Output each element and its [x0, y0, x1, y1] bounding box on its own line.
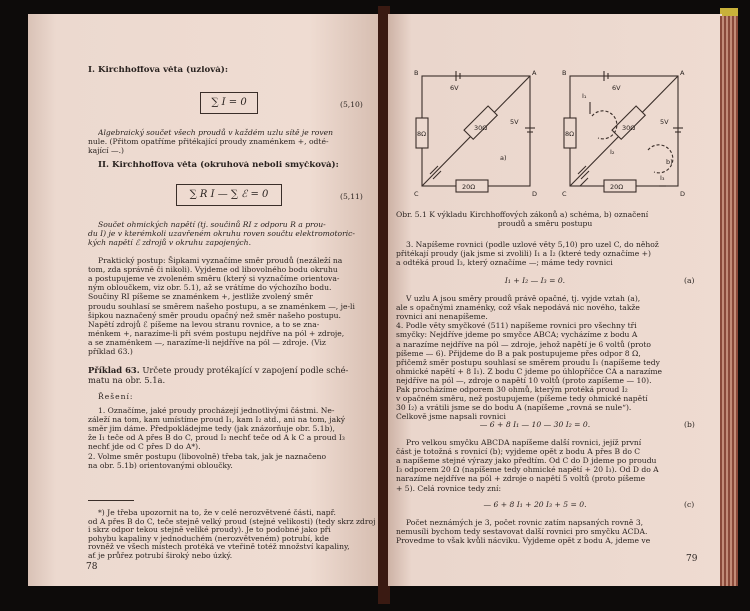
formula-loop-law: ∑ R I — ∑ ℰ = 0: [176, 184, 282, 206]
text-line: Praktický postup: Šipkami vyznačíme směr proudů (nezáleží na: [98, 256, 343, 265]
text-line: ným obloučkem, viz obr. 5.1), až se vrátíme do výchozího bodu.: [88, 283, 332, 293]
solution-label: Řešení:: [98, 392, 134, 401]
equation-label-c: (c): [684, 500, 695, 509]
text-line: část je totožná s rovnicí (b); vyjdeme opět z bodu A přes B do C: [396, 447, 641, 457]
text-line: píšeme — 6). Přijdeme do B a pak postupujeme přes odpor 8 Ω,: [396, 348, 641, 358]
text-line: 3. Napíšeme rovnici (podle uzlové věty 5,10) pro uzel C, do něhož: [406, 240, 659, 249]
text-line: rovnici ani nenapíšeme.: [396, 312, 488, 322]
equation-c: — 6 + 8 I₁ + 20 I₃ + 5 = 0.: [483, 500, 587, 509]
example-text: Určete proudy protékající v zapojení podle sché-: [139, 366, 349, 375]
page-number-right: 79: [686, 554, 698, 564]
equation-a: I₁ + I₂ — I₃ = 0.: [504, 276, 566, 285]
text-line: pohybu kapaliny v jednoduchém (nerozvětveném) potrubí, kde: [88, 533, 329, 543]
text-line: smyčky: Nejdříve jdeme po smyčce ABCA; vycházíme z bodu A: [396, 330, 638, 340]
text-line: Celkově jsme napsali rovnici: [396, 412, 506, 422]
current-label: I₃: [660, 174, 665, 182]
resistor-label: 20Ω: [610, 183, 624, 191]
node-label: C: [414, 190, 419, 198]
page-number-left: 78: [86, 562, 98, 572]
footnote-rule: [88, 500, 134, 501]
text-line: Napětí zdrojů ℰ píšeme na levou stranu rovnice, a to se zna-: [88, 319, 320, 329]
text-line: že I₁ teče od A přes B do C, proud I₂ nechť teče od A k C a proud I₃: [88, 433, 345, 443]
law1-text-line: nule. (Přitom opatříme přitékající proudy znaménkem +, odté-: [88, 137, 329, 146]
text-line: Provedme to však kvůli nácviku. Vyjdeme opět z bodu A, jdeme ve: [396, 536, 651, 546]
resistor-label: 8Ω: [565, 130, 575, 138]
text-line: nechť jde od C přes D do A*).: [88, 442, 201, 452]
text-line: Pak procházíme odporem 30 ohmů, kterým protéká proud I₂: [396, 385, 628, 394]
node-label: D: [532, 190, 538, 198]
text-line: proudu souhlasí se směrem našeho postupu, a se znaménkem —, je-li: [88, 301, 355, 311]
text-line: od A přes B do C, teče stejně velký proud (stejné velikosti) (tedy skrz zdroj: [88, 516, 376, 526]
text-line: přičemž směr postupu souhlasí se směrem proudu I₁ (napíšeme tedy: [396, 357, 660, 367]
circuit-figure: [404, 68, 704, 202]
text-line: 30 I₂) a vrátili jsme se do bodu A (napíšeme „rovná se nule“).: [396, 403, 632, 413]
battery-10v-a: [430, 166, 438, 174]
text-line: rovněž ve všech místech protéká ve vteřině totéž množství kapaliny,: [88, 542, 350, 552]
text-line: nejdříve na pól —, zdroje o napětí 10 voltů (proto zapíšeme — 10).: [396, 375, 652, 385]
text-line: a odtéká proud I₃, který označíme —; máme tedy rovnici: [396, 258, 613, 268]
example-text-line: matu na obr. 5.1a.: [88, 376, 166, 385]
resistor-label: 30Ω: [474, 124, 488, 132]
example-63-line: [88, 366, 380, 375]
text-line: Součiny RI píšeme se znaménkem +, jestliže zvolený směr: [88, 292, 313, 302]
resistor-label: 30Ω: [622, 124, 636, 132]
text-line: V uzlu A jsou směry proudů právě opačné, tj. vyjde vztah (a),: [406, 294, 641, 303]
text-line: 1. Označíme, jaké proudy procházejí jednotlivými částmi. Ne-: [98, 406, 335, 415]
node-label: B: [414, 69, 419, 77]
text-line: záleží na tom, kam umístíme proud I₁, kam I₂ atd., ani na tom, jaký: [88, 415, 346, 425]
voltage-label: 5V: [510, 118, 519, 126]
text-line: 4. Podle věty smyčkové (511) napíšeme rovnici pro všechny tři: [396, 321, 637, 331]
subfigure-label: a): [500, 154, 507, 162]
text-line: a se znaménkem —, narazíme-li nejdříve na pól — zdroje. (Viz: [88, 337, 326, 347]
text-line: i skrz odpor tekou stejně veliké proudy). Je to podobné jako při: [88, 525, 331, 535]
text-line: I₃ odporem 20 Ω (napíšeme tedy ohmické napětí + 20 I₃). Od D do A: [396, 465, 659, 475]
voltage-label: 6V: [612, 84, 621, 92]
equation-number-5-10: (5,10): [340, 100, 363, 109]
node-label: B: [562, 69, 567, 77]
text-line: směr jim dáme. Předpokládejme tedy (jak znázorňuje obr. 5.1b),: [88, 424, 335, 434]
text-line: 2. Volme směr postupu (libovolně) třeba tak, jak je naznačeno: [88, 451, 327, 461]
text-line: v opačném směru, než postupujeme (píšeme tedy ohmické napětí: [396, 394, 648, 404]
text-line: ménkem +, narazíme-li při svém postupu nejdříve na pól + zdroje,: [88, 328, 345, 338]
text-line: Pro velkou smyčku ABCDA napíšeme další rovnici, jejíž první: [406, 438, 642, 447]
heading-kirchhoff-1: I. Kirchhoffova věta (uzlová):: [88, 66, 229, 75]
current-label: I₁: [582, 92, 587, 100]
resistor-30-a: [464, 106, 497, 139]
voltage-label: 5V: [660, 118, 669, 126]
law2-text-line: du I) je v kterémkoli uzavřeném okruhu roven součtu elektromotoric-: [88, 229, 355, 238]
text-line: a napíšeme stejné výrazy jako předtím. Od C do D jdeme po proudu: [396, 456, 657, 466]
heading-kirchhoff-2: II. Kirchhoffova věta (okruhová neboli smyčková):: [98, 161, 339, 170]
text-line: narazíme nejdříve na pól + zdroje o napětí 5 voltů (proto píšeme: [396, 474, 646, 484]
text-line: a postupujeme ve zvoleném směru (který si vyznačíme orientova-: [88, 274, 340, 284]
node-label: C: [562, 190, 567, 198]
law2-text-line: Součet ohmických napětí (tj. součinů RI z odporu R a prou-: [98, 220, 326, 229]
law1-text-line: kající —.): [88, 146, 124, 155]
open-book: [8, 6, 740, 604]
text-line: *) Je třeba upozornit na to, že v celé nerozvětvené části, např.: [98, 508, 336, 517]
formula-node-law: ∑ I = 0: [200, 92, 258, 114]
law1-text-line: Algebraický součet všech proudů v každém uzlu sítě je roven: [98, 128, 334, 137]
text-line: ohmické napětí + 8 I₁). Z bodu C jdeme po úhlopříčce CA a narazíme: [396, 366, 663, 376]
text-line: příklad 63.): [88, 347, 133, 356]
text-line: ale s opačnými znaménky, což však nepodává nic nového, takže: [396, 303, 640, 313]
page-edges-right: [720, 16, 738, 586]
figure-caption-line: Obr. 5.1 K výkladu Kirchhoffových zákonů a) schéma, b) označení: [396, 210, 649, 219]
battery-10v-b: [578, 166, 586, 174]
law2-text-line: kých napětí ℰ zdrojů v okruhu zapojených.: [88, 238, 251, 247]
text-line: přitékají proudy (jak jsme si zvolili) I₁ a I₂ (které tedy označíme +): [396, 249, 651, 259]
node-label: D: [680, 190, 686, 198]
node-label: A: [532, 69, 537, 77]
left-page: [28, 14, 380, 586]
figure-caption-line: proudů a směru postupu: [497, 219, 593, 228]
text-line: ať je průřez potrubí široký nebo úzký.: [88, 551, 233, 560]
text-line: a narazíme nejdříve na pól — zdroje, jehož napětí je 6 voltů (proto: [396, 339, 651, 349]
resistor-label: 20Ω: [462, 183, 476, 191]
text-line: na obr. 5.1b) orientovanými obloučky.: [88, 460, 233, 470]
equation-b: — 6 + 8 I₁ — 10 — 30 I₂ = 0.: [479, 420, 591, 429]
current-label: I₂: [610, 148, 615, 156]
equation-label-b: (b): [684, 420, 695, 429]
text-line: Počet neznámých je 3, počet rovnic zatím napsaných rovně 3,: [406, 518, 644, 527]
equation-label-a: (a): [684, 276, 695, 285]
loop-arrow-1: [592, 111, 617, 139]
resistor-label: 8Ω: [417, 130, 427, 138]
example-title: Příklad 63.: [88, 366, 140, 375]
text-line: nemusíli bychom tedy sestavovat další rovnici pro smyčku ACDA.: [396, 527, 648, 537]
text-line: + 5). Celá rovnice tedy zní:: [396, 483, 502, 493]
subfigure-label: b): [666, 158, 673, 166]
equation-number-5-11: (5,11): [340, 192, 363, 201]
node-label: A: [680, 69, 685, 77]
voltage-label: 6V: [450, 84, 459, 92]
text-line: tom, zda správně či nikoli). Vyjdeme od libovolného bodu okruhu: [88, 265, 338, 275]
text-line: šipkou naznačený směr proudu opačný než směr našeho postupu.: [88, 310, 341, 320]
right-page: [388, 14, 722, 586]
